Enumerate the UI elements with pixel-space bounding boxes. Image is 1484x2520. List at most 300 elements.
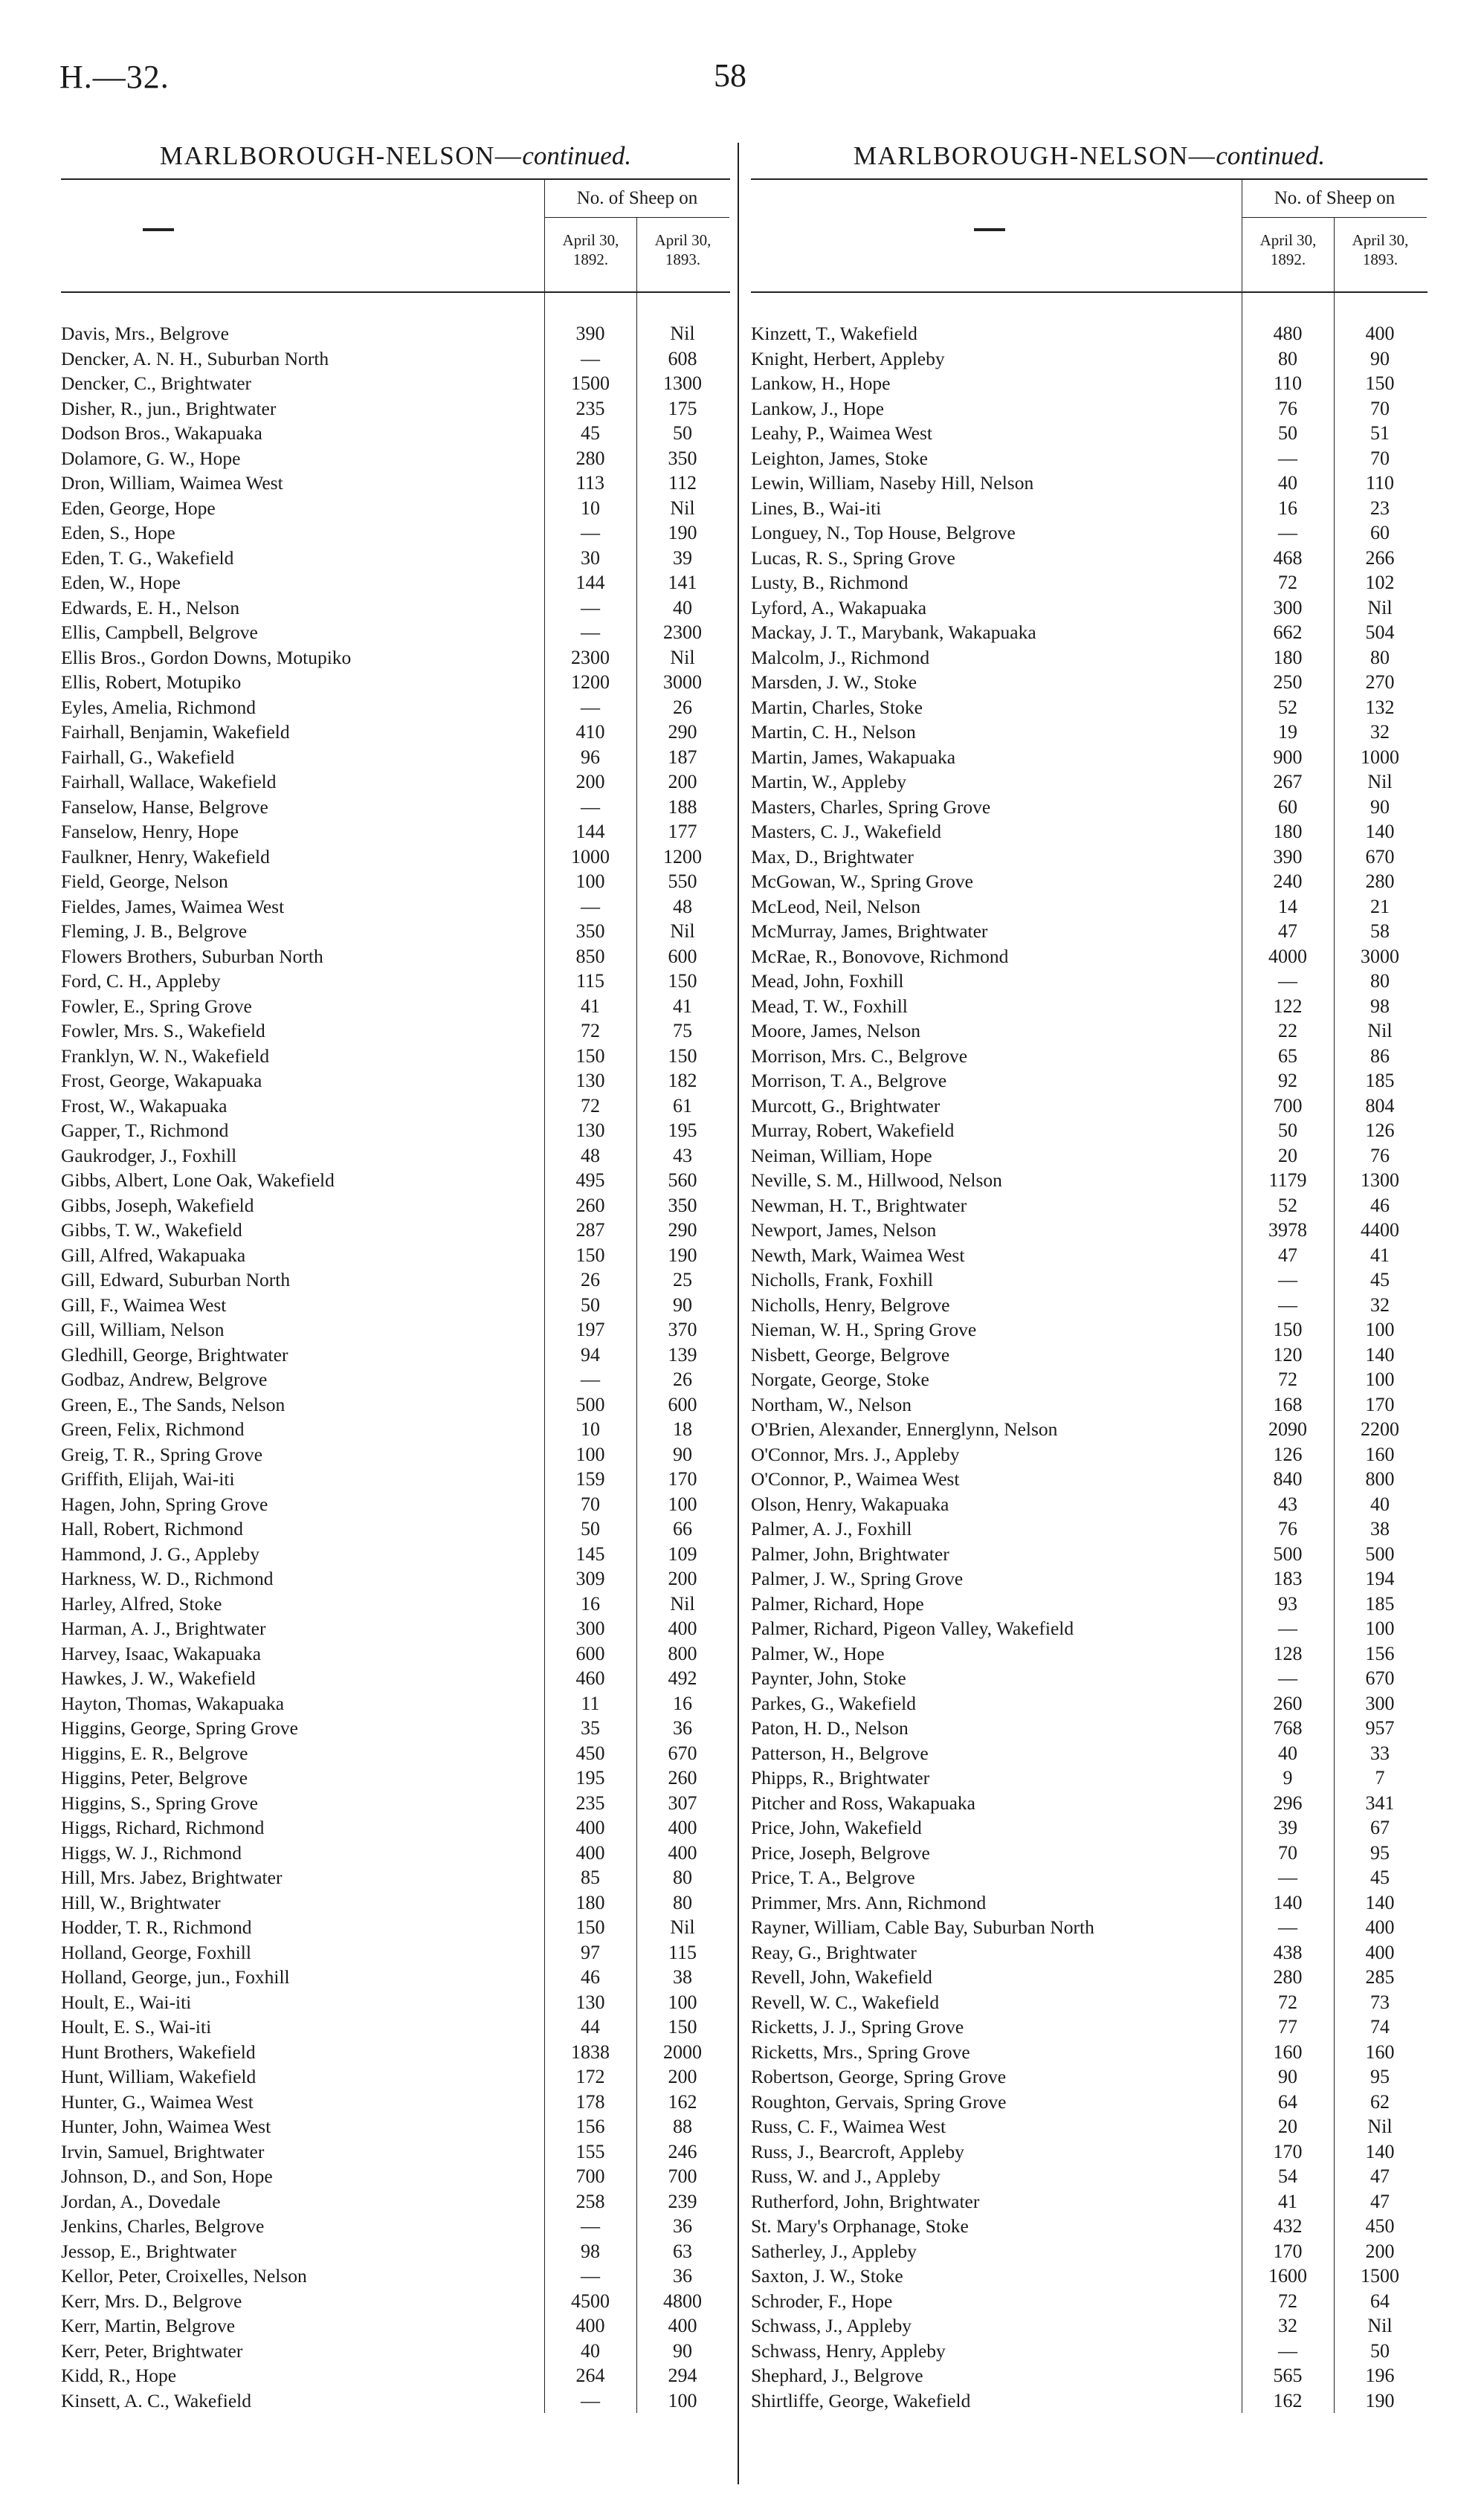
owner-name: Gill, F., Waimea West bbox=[61, 1293, 227, 1316]
owner-name: Gaukrodger, J., Foxhill bbox=[61, 1144, 237, 1166]
sheep-1892: 26 bbox=[581, 1269, 600, 1290]
sheep-1893: 4400 bbox=[1361, 1219, 1399, 1241]
sheep-1892: 72 bbox=[1278, 572, 1297, 593]
owner-name: Fowler, Mrs. S., Wakefield bbox=[61, 1020, 265, 1041]
sheep-1893: 156 bbox=[1365, 1642, 1395, 1664]
sheep-1892: 4000 bbox=[1268, 945, 1307, 967]
sheep-1892: 97 bbox=[581, 1941, 600, 1963]
owner-name: Jenkins, Charles, Belgrove bbox=[61, 2215, 265, 2237]
sheep-1892: 170 bbox=[1273, 2240, 1303, 2262]
owner-name: Martin, W., Appleby bbox=[751, 771, 906, 792]
owner-name: Mead, John, Foxhill bbox=[751, 970, 904, 992]
table-row bbox=[61, 570, 730, 595]
owner-name: Palmer, W., Hope bbox=[751, 1642, 885, 1664]
table-row bbox=[751, 1791, 1427, 1816]
table-row bbox=[61, 1741, 730, 1766]
sheep-1892: 76 bbox=[1278, 397, 1297, 419]
sheep-1893: 115 bbox=[668, 1941, 697, 1963]
sheep-1892: 267 bbox=[1273, 771, 1303, 792]
owner-name: Frost, W., Wakapuaka bbox=[61, 1094, 228, 1117]
table-row bbox=[61, 1965, 730, 1990]
table-row bbox=[751, 2363, 1427, 2388]
owner-name: Masters, C. J., Wakefield bbox=[751, 821, 941, 842]
owner-name: Harman, A. J., Brightwater bbox=[61, 1618, 266, 1639]
sheep-1892: 432 bbox=[1273, 2215, 1303, 2237]
sheep-1893: 45 bbox=[1370, 1269, 1390, 1290]
sheep-1892: 46 bbox=[581, 1966, 600, 1988]
table-row bbox=[61, 1317, 730, 1343]
sheep-1893: Nil bbox=[1367, 2116, 1393, 2137]
sheep-1892: 195 bbox=[575, 1767, 605, 1789]
owner-name: Schwass, J., Appleby bbox=[751, 2315, 912, 2336]
owner-name: Nicholls, Frank, Foxhill bbox=[751, 1269, 934, 1290]
owner-name: Higgins, Peter, Belgrove bbox=[61, 1767, 248, 1789]
sheep-1892: 145 bbox=[575, 1542, 605, 1565]
owner-name: McLeod, Neil, Nelson bbox=[751, 895, 921, 917]
table-row bbox=[751, 2214, 1427, 2239]
sheep-1892: 1500 bbox=[571, 372, 610, 394]
owner-name: Knight, Herbert, Appleby bbox=[751, 347, 945, 369]
sheep-1892: 22 bbox=[1278, 1020, 1297, 1041]
sheep-1892: — bbox=[581, 596, 600, 618]
table-row bbox=[751, 1143, 1427, 1169]
sheep-1892: 50 bbox=[581, 1518, 600, 1540]
owner-name: Hill, Mrs. Jabez, Brightwater bbox=[61, 1867, 283, 1888]
sheep-1893: 3000 bbox=[1361, 945, 1399, 967]
sheep-1893: 98 bbox=[1370, 995, 1390, 1017]
sheep-1892: 72 bbox=[1278, 1369, 1297, 1390]
table-row bbox=[751, 2040, 1427, 2065]
sheep-1893: 100 bbox=[1365, 1369, 1395, 1390]
col-1892-line1: April 30, bbox=[562, 231, 619, 249]
owner-name: Harley, Alfred, Stoke bbox=[61, 1592, 222, 1615]
sheep-1893: 95 bbox=[1370, 1841, 1390, 1864]
sheep-1892: 77 bbox=[1278, 2016, 1297, 2038]
sheep-1893: 400 bbox=[668, 1817, 697, 1838]
owner-name: Higgins, S., Spring Grove bbox=[61, 1792, 258, 1814]
sheep-1892: 287 bbox=[575, 1219, 605, 1241]
table-row bbox=[751, 1815, 1427, 1841]
owner-name: Holland, George, jun., Foxhill bbox=[61, 1966, 290, 1988]
owner-name: Gibbs, Albert, Lone Oak, Wakefield bbox=[61, 1169, 335, 1191]
table-row bbox=[61, 1915, 730, 1940]
owner-name: Franklyn, W. N., Wakefield bbox=[61, 1044, 270, 1067]
column-rule bbox=[636, 293, 637, 2413]
table-row bbox=[751, 1093, 1427, 1119]
sheep-1893: 26 bbox=[673, 1369, 692, 1390]
sheep-1893: 170 bbox=[1365, 1393, 1395, 1415]
owner-name: O'Connor, Mrs. J., Appleby bbox=[751, 1443, 960, 1465]
owner-name: O'Brien, Alexander, Ennerglynn, Nelson bbox=[751, 1418, 1058, 1440]
sheep-1893: 112 bbox=[668, 472, 697, 494]
table-row bbox=[61, 1442, 730, 1467]
sheep-1892: 235 bbox=[575, 397, 605, 419]
owner-name: Rayner, William, Cable Bay, Suburban North bbox=[751, 1916, 1094, 1938]
sheep-1893: 100 bbox=[668, 2389, 697, 2411]
table-row bbox=[61, 546, 730, 571]
sheep-1893: 61 bbox=[673, 1094, 692, 1117]
table-row bbox=[751, 1666, 1427, 1691]
table-row bbox=[61, 371, 730, 396]
sheep-1892: 44 bbox=[581, 2016, 600, 2038]
sheep-1893: 170 bbox=[668, 1468, 697, 1490]
owner-name: Lucas, R. S., Spring Grove bbox=[751, 546, 955, 569]
sheep-1892: 40 bbox=[581, 2339, 600, 2362]
owner-name: Kerr, Peter, Brightwater bbox=[61, 2339, 243, 2362]
table-row bbox=[751, 1716, 1427, 1741]
table-row bbox=[751, 795, 1427, 820]
table-row bbox=[61, 745, 730, 770]
owner-name: Nicholls, Henry, Belgrove bbox=[751, 1293, 950, 1316]
owner-name: Fowler, E., Spring Grove bbox=[61, 995, 252, 1017]
table-row bbox=[751, 769, 1427, 795]
sheep-1892: — bbox=[1278, 522, 1297, 543]
sheep-1892: 64 bbox=[1278, 2090, 1297, 2113]
owner-name: Fieldes, James, Waimea West bbox=[61, 895, 285, 917]
sheep-1892: 94 bbox=[581, 1343, 600, 1366]
sheep-1893: 38 bbox=[1370, 1518, 1390, 1540]
table-row bbox=[61, 1890, 730, 1916]
sheep-1892: 16 bbox=[581, 1592, 600, 1615]
table-row bbox=[751, 1218, 1427, 1243]
sheep-1892: 52 bbox=[1278, 696, 1297, 718]
owner-name: Leighton, James, Stoke bbox=[751, 447, 928, 469]
sheep-1892: 264 bbox=[575, 2365, 605, 2386]
sheep-1892: 54 bbox=[1278, 2165, 1297, 2187]
table-row bbox=[751, 496, 1427, 521]
table-row bbox=[61, 969, 730, 994]
table-row bbox=[751, 1044, 1427, 1069]
table-row bbox=[61, 1990, 730, 2015]
table-row bbox=[61, 869, 730, 894]
sheep-1892: 240 bbox=[1273, 870, 1303, 892]
sheep-1892: 280 bbox=[575, 447, 605, 469]
table-row bbox=[751, 1467, 1427, 1492]
owner-name: Ricketts, Mrs., Spring Grove bbox=[751, 2041, 970, 2063]
col-1893-line1: April 30, bbox=[654, 231, 712, 249]
sheep-1892: — bbox=[1278, 1293, 1297, 1316]
table-row bbox=[61, 1218, 730, 1243]
sheep-1893: 67 bbox=[1370, 1817, 1390, 1838]
owner-name: Davis, Mrs., Belgrove bbox=[61, 323, 229, 344]
sheep-1893: 341 bbox=[1365, 1792, 1395, 1814]
sheep-1892: 9 bbox=[1283, 1767, 1293, 1789]
table-row bbox=[751, 2313, 1427, 2339]
owner-name: Norgate, George, Stoke bbox=[751, 1369, 929, 1390]
sheep-1893: Nil bbox=[1367, 1020, 1393, 1041]
sheep-1893: 110 bbox=[1365, 472, 1395, 494]
owner-name: Harkness, W. D., Richmond bbox=[61, 1568, 274, 1589]
sheep-1892: 197 bbox=[575, 1319, 605, 1340]
sheep-1892: 768 bbox=[1273, 1717, 1303, 1739]
col-1893-line2: 1893. bbox=[665, 251, 701, 268]
owner-name: Morrison, Mrs. C., Belgrove bbox=[751, 1044, 968, 1067]
group-header: No. of Sheep on bbox=[544, 180, 729, 218]
sheep-1893: 80 bbox=[673, 1867, 692, 1888]
sheep-1893: 21 bbox=[1370, 895, 1390, 917]
table-row bbox=[751, 371, 1427, 396]
table-row bbox=[61, 1841, 730, 1866]
table-row bbox=[61, 2164, 730, 2189]
sheep-1893: 190 bbox=[668, 1244, 697, 1266]
sheep-1893: 90 bbox=[673, 2339, 692, 2362]
sheep-1893: 160 bbox=[1365, 2041, 1395, 2063]
sheep-1892: 72 bbox=[1278, 1991, 1297, 2013]
sheep-1892: 178 bbox=[575, 2090, 605, 2113]
sheep-1892: 47 bbox=[1278, 1244, 1297, 1266]
sheep-1892: 258 bbox=[575, 2190, 605, 2212]
document-id: H.—32. bbox=[59, 59, 170, 95]
sheep-1892: 155 bbox=[575, 2140, 605, 2162]
sheep-1893: 560 bbox=[668, 1169, 697, 1191]
sheep-1893: 38 bbox=[673, 1966, 692, 1988]
owner-name: Edwards, E. H., Nelson bbox=[61, 596, 240, 618]
owner-name: Ricketts, J. J., Spring Grove bbox=[751, 2016, 964, 2038]
table-row bbox=[61, 2264, 730, 2289]
col-1892-line1: April 30, bbox=[1259, 231, 1317, 249]
sheep-1893: 90 bbox=[673, 1293, 692, 1316]
sheep-1892: 100 bbox=[575, 870, 605, 892]
sheep-1893: 47 bbox=[1370, 2165, 1390, 2187]
owner-name: Lankow, J., Hope bbox=[751, 397, 884, 419]
sheep-1892: 159 bbox=[575, 1468, 605, 1490]
sheep-1892: 96 bbox=[581, 746, 600, 768]
sheep-1892: 47 bbox=[1278, 920, 1297, 942]
sheep-1893: 1000 bbox=[1361, 746, 1399, 768]
sheep-1893: 23 bbox=[1370, 497, 1390, 519]
sheep-1893: 88 bbox=[673, 2116, 692, 2137]
sheep-1892: 126 bbox=[1273, 1443, 1303, 1465]
sheep-1892: 65 bbox=[1278, 1044, 1297, 1067]
owner-name: Palmer, Richard, Pigeon Valley, Wakefield bbox=[751, 1618, 1074, 1639]
sheep-1893: 185 bbox=[1365, 1592, 1395, 1615]
sheep-1892: 480 bbox=[1273, 323, 1303, 344]
sheep-1892: — bbox=[1278, 970, 1297, 992]
table-row bbox=[751, 1317, 1427, 1343]
sheep-1893: 150 bbox=[668, 2016, 697, 2038]
sheep-1893: 188 bbox=[668, 795, 697, 818]
sheep-1893: Nil bbox=[670, 646, 695, 668]
owner-name: Field, George, Nelson bbox=[61, 870, 228, 892]
sheep-1892: 180 bbox=[1273, 821, 1303, 842]
owner-name: Gibbs, Joseph, Wakefield bbox=[61, 1194, 254, 1216]
owner-name: Reay, G., Brightwater bbox=[751, 1941, 917, 1963]
table-row bbox=[751, 894, 1427, 920]
sheep-1893: 670 bbox=[1365, 1667, 1395, 1689]
sheep-1892: 309 bbox=[575, 1568, 605, 1589]
owner-name: Martin, James, Wakapuaka bbox=[751, 746, 956, 768]
sheep-1893: Nil bbox=[1367, 2315, 1393, 2336]
sheep-1893: 102 bbox=[1365, 572, 1395, 593]
col-1893-line1: April 30, bbox=[1352, 231, 1409, 249]
sheep-1892: 1179 bbox=[1268, 1169, 1307, 1191]
owner-name: Hunter, John, Waimea West bbox=[61, 2116, 271, 2137]
owner-name: Hunt, William, Wakefield bbox=[61, 2066, 257, 2087]
owner-name: Lyford, A., Wakapuaka bbox=[751, 596, 927, 618]
owner-name: Hawkes, J. W., Wakefield bbox=[61, 1667, 256, 1689]
owner-name: Faulkner, Henry, Wakefield bbox=[61, 845, 270, 868]
owner-name: Morrison, T. A., Belgrove bbox=[751, 1070, 947, 1091]
table-row bbox=[61, 1193, 730, 1218]
table-row bbox=[61, 819, 730, 844]
table-row bbox=[61, 1616, 730, 1641]
sheep-1893: 1200 bbox=[663, 845, 702, 868]
owner-name: Neville, S. M., Hillwood, Nelson bbox=[751, 1169, 1002, 1191]
sheep-1892: 98 bbox=[581, 2240, 600, 2262]
table-row bbox=[751, 1841, 1427, 1866]
sheep-1892: 180 bbox=[575, 1891, 605, 1913]
sheep-1893: 800 bbox=[668, 1642, 697, 1664]
owner-name: Schwass, Henry, Appleby bbox=[751, 2339, 946, 2362]
sheep-1892: 30 bbox=[581, 546, 600, 569]
sheep-1893: 46 bbox=[1370, 1194, 1390, 1216]
owner-name: Palmer, Richard, Hope bbox=[751, 1592, 924, 1615]
table-row bbox=[61, 1068, 730, 1093]
owner-name: Ellis, Robert, Motupiko bbox=[61, 671, 242, 693]
sheep-1893: 1300 bbox=[1361, 1169, 1399, 1191]
sheep-1892: 500 bbox=[1273, 1542, 1303, 1565]
table-row bbox=[61, 670, 730, 695]
owner-name: Kerr, Martin, Belgrove bbox=[61, 2315, 236, 2336]
owner-name: Revell, John, Wakefield bbox=[751, 1966, 932, 1988]
table-header bbox=[751, 178, 1427, 293]
owner-name: Ford, C. H., Appleby bbox=[61, 970, 221, 992]
sheep-1893: 804 bbox=[1365, 1094, 1395, 1117]
sheep-1893: 290 bbox=[668, 1219, 697, 1241]
sheep-1892: 72 bbox=[581, 1094, 600, 1117]
sheep-1892: 260 bbox=[1273, 1692, 1303, 1714]
owner-name: Pitcher and Ross, Wakapuaka bbox=[751, 1792, 975, 1814]
sheep-1893: 190 bbox=[668, 522, 697, 543]
table-row bbox=[751, 421, 1427, 446]
sheep-1893: 266 bbox=[1365, 546, 1395, 569]
sheep-1892: 76 bbox=[1278, 1518, 1297, 1540]
sheep-1892: 70 bbox=[581, 1493, 600, 1515]
sheep-1893: 18 bbox=[673, 1418, 692, 1440]
sheep-1893: 187 bbox=[668, 746, 697, 768]
sheep-1892: 180 bbox=[1273, 646, 1303, 668]
title-main: MARLBOROUGH-NELSON— bbox=[159, 141, 523, 170]
table-row bbox=[751, 819, 1427, 844]
table-row bbox=[751, 2015, 1427, 2040]
sheep-1892: 700 bbox=[1273, 1094, 1303, 1117]
table-row bbox=[61, 1815, 730, 1841]
sheep-1893: Nil bbox=[670, 1592, 695, 1615]
table-row bbox=[61, 1143, 730, 1169]
table-row bbox=[61, 695, 730, 720]
sheep-1893: 73 bbox=[1370, 1991, 1390, 2013]
owner-name: Flowers Brothers, Suburban North bbox=[61, 945, 323, 967]
sheep-1893: 670 bbox=[668, 1742, 697, 1764]
sheep-1893: 140 bbox=[1365, 1343, 1395, 1366]
sheep-1893: 190 bbox=[1365, 2389, 1395, 2411]
sheep-1893: 80 bbox=[1370, 970, 1390, 992]
owner-name: Eden, S., Hope bbox=[61, 522, 175, 543]
table-row bbox=[61, 894, 730, 920]
owner-name: Mackay, J. T., Marybank, Wakapuaka bbox=[751, 621, 1036, 643]
sheep-1893: 307 bbox=[668, 1792, 697, 1814]
owner-name: McRae, R., Bonovove, Richmond bbox=[751, 945, 1009, 967]
owner-name: Price, John, Wakefield bbox=[751, 1817, 922, 1838]
table-row bbox=[751, 1293, 1427, 1318]
table-row bbox=[751, 1392, 1427, 1418]
table-row bbox=[751, 546, 1427, 571]
table-row bbox=[61, 2339, 730, 2364]
owner-name: Moore, James, Nelson bbox=[751, 1020, 921, 1041]
owner-name: Roughton, Gervais, Spring Grove bbox=[751, 2090, 1007, 2113]
owner-name: Gill, Alfred, Wakapuaka bbox=[61, 1244, 246, 1266]
owner-name: Hagen, John, Spring Grove bbox=[61, 1493, 268, 1515]
table-row bbox=[61, 1492, 730, 1517]
col-1892-header bbox=[1242, 217, 1334, 291]
sheep-1893: 290 bbox=[668, 721, 697, 743]
sheep-1893: 200 bbox=[1365, 2240, 1395, 2262]
column-rule bbox=[1334, 293, 1335, 2413]
table-row bbox=[751, 2339, 1427, 2364]
owner-name: Marsden, J. W., Stoke bbox=[751, 671, 917, 693]
sheep-1893: 285 bbox=[1365, 1966, 1395, 1988]
sheep-1893: 177 bbox=[668, 821, 697, 842]
table-row bbox=[751, 695, 1427, 720]
sheep-1893: 350 bbox=[668, 1194, 697, 1216]
sheep-1892: 3978 bbox=[1268, 1219, 1307, 1241]
sheep-1892: 100 bbox=[575, 1443, 605, 1465]
table-row bbox=[751, 994, 1427, 1019]
sheep-1893: 63 bbox=[673, 2240, 692, 2262]
sheep-1893: 60 bbox=[1370, 522, 1390, 543]
sheep-1892: 39 bbox=[1278, 1817, 1297, 1838]
owner-name: Higgins, E. R., Belgrove bbox=[61, 1742, 248, 1764]
sheep-1892: — bbox=[581, 621, 600, 643]
table-row bbox=[61, 2015, 730, 2040]
sheep-1892: 260 bbox=[575, 1194, 605, 1216]
sheep-1893: 74 bbox=[1370, 2016, 1390, 2038]
sheep-1893: 957 bbox=[1365, 1717, 1395, 1739]
sheep-1893: 100 bbox=[1365, 1618, 1395, 1639]
owner-name: Parkes, G., Wakefield bbox=[751, 1692, 916, 1714]
owner-name: Fairhall, G., Wakefield bbox=[61, 746, 235, 768]
owner-name: Masters, Charles, Spring Grove bbox=[751, 795, 991, 818]
sheep-1893: 200 bbox=[668, 2066, 697, 2087]
sheep-1892: 35 bbox=[581, 1717, 600, 1739]
owner-name: Hayton, Thomas, Wakapuaka bbox=[61, 1692, 285, 1714]
owner-name: Palmer, J. W., Spring Grove bbox=[751, 1568, 964, 1589]
sheep-1892: 296 bbox=[1273, 1792, 1303, 1814]
table-row bbox=[61, 346, 730, 372]
sheep-1892: — bbox=[1278, 1269, 1297, 1290]
sheep-1893: Nil bbox=[670, 1916, 695, 1938]
sheep-1893: 36 bbox=[673, 2215, 692, 2237]
table-row bbox=[751, 1168, 1427, 1193]
sheep-1893: 246 bbox=[668, 2140, 697, 2162]
owner-name: Phipps, R., Brightwater bbox=[751, 1767, 930, 1789]
table-row bbox=[751, 2239, 1427, 2264]
sheep-1893: 32 bbox=[1370, 1293, 1390, 1316]
table-row bbox=[61, 1168, 730, 1193]
owner-name: Disher, R., jun., Brightwater bbox=[61, 397, 277, 419]
table-row bbox=[751, 2114, 1427, 2139]
owner-name: Longuey, N., Top House, Belgrove bbox=[751, 522, 1016, 543]
table-row bbox=[61, 1716, 730, 1741]
sheep-1893: 700 bbox=[668, 2165, 697, 2187]
sheep-1892: — bbox=[581, 2389, 600, 2411]
sheep-1892: 60 bbox=[1278, 795, 1297, 818]
table-row bbox=[751, 1641, 1427, 1667]
sheep-1892: 2090 bbox=[1268, 1418, 1307, 1440]
sheep-1892: 10 bbox=[581, 1418, 600, 1440]
table-row bbox=[751, 2164, 1427, 2189]
sheep-1893: 40 bbox=[673, 596, 692, 618]
